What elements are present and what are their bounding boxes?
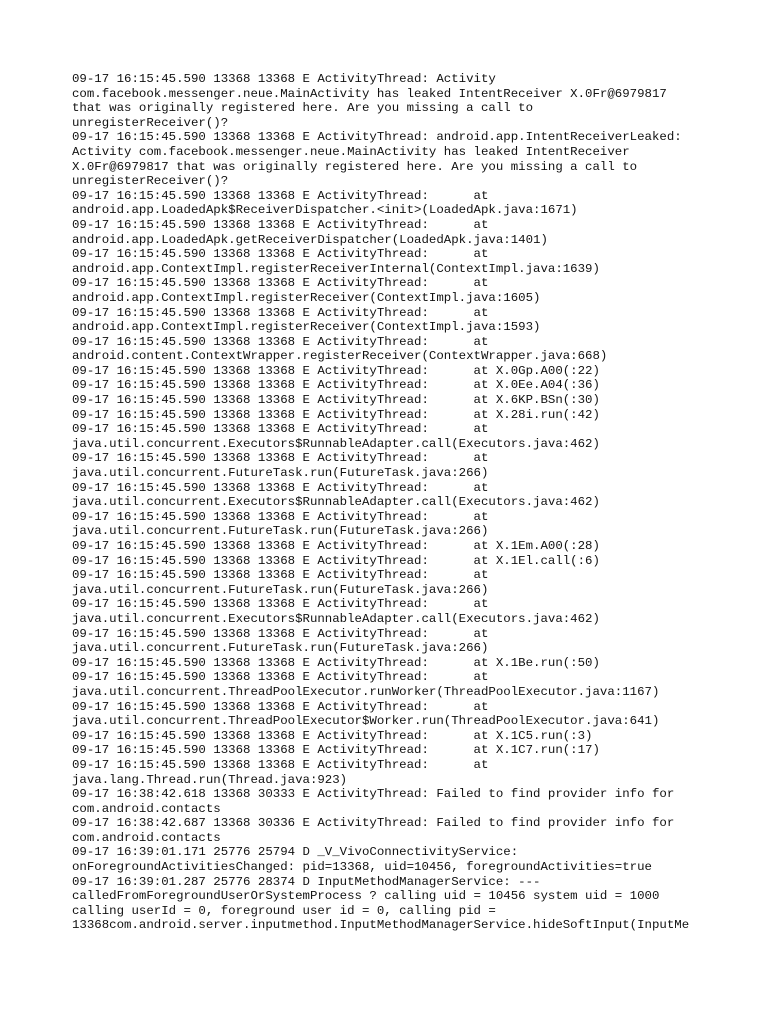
log-line: com.android.contacts <box>72 801 221 816</box>
log-line: java.util.concurrent.Executors$RunnableAdapter.call(Executors.java:462) <box>72 436 600 451</box>
log-text-block <box>72 72 762 933</box>
log-line: 09-17 16:15:45.590 13368 13368 E ActivityThread: at <box>72 276 489 291</box>
log-line: 09-17 16:39:01.171 25776 25794 D _V_VivoConnectivityService: <box>72 845 519 860</box>
log-line: calledFromForegroundUserOrSystemProcess ? calling uid = 10456 system uid = 1000 <box>72 889 660 904</box>
log-line: com.facebook.messenger.neue.MainActivity has leaked IntentReceiver X.0Fr@6979817 <box>72 86 667 101</box>
log-line: Activity com.facebook.messenger.neue.MainActivity has leaked IntentReceiver <box>72 144 630 159</box>
log-line: 09-17 16:15:45.590 13368 13368 E ActivityThread: Activity <box>72 72 496 86</box>
log-line: 09-17 16:15:45.590 13368 13368 E ActivityThread: at <box>72 305 489 320</box>
log-line: java.lang.Thread.run(Thread.java:923) <box>72 772 348 787</box>
log-line: 09-17 16:15:45.590 13368 13368 E ActivityThread: at <box>72 451 489 466</box>
log-line: 09-17 16:15:45.590 13368 13368 E ActivityThread: at <box>72 188 489 203</box>
log-line: 09-17 16:15:45.590 13368 13368 E ActivityThread: at <box>72 509 489 524</box>
log-line: java.util.concurrent.FutureTask.run(FutureTask.java:266) <box>72 582 489 597</box>
log-line: java.util.concurrent.Executors$RunnableAdapter.call(Executors.java:462) <box>72 495 600 510</box>
log-line: 09-17 16:15:45.590 13368 13368 E ActivityThread: at <box>72 568 489 583</box>
log-line: 09-17 16:15:45.590 13368 13368 E ActivityThread: at X.1Em.A00(:28) <box>72 539 600 553</box>
log-line: java.util.concurrent.FutureTask.run(FutureTask.java:266) <box>72 641 489 656</box>
log-line: 09-17 16:15:45.590 13368 13368 E ActivityThread: at X.0Gp.A00(:22) <box>72 363 600 378</box>
log-line: java.util.concurrent.ThreadPoolExecutor$Worker.run(ThreadPoolExecutor.java:641) <box>72 714 660 729</box>
log-line: 09-17 16:38:42.618 13368 30333 E ActivityThread: Failed to find provider info for <box>72 787 675 802</box>
log-line: android.app.LoadedApk$ReceiverDispatcher.<init>(LoadedApk.java:1671) <box>72 203 578 218</box>
log-line: X.0Fr@6979817 that was originally registered here. Are you missing a call to <box>72 159 638 174</box>
log-line: android.app.LoadedApk.getReceiverDispatcher(LoadedApk.java:1401) <box>72 232 548 247</box>
log-line: android.content.ContextWrapper.registerReceiver(ContextWrapper.java:668) <box>72 349 608 364</box>
log-line: 09-17 16:15:45.590 13368 13368 E ActivityThread: at X.6KP.BSn(:30) <box>72 393 600 408</box>
log-line: 09-17 16:15:45.590 13368 13368 E ActivityThread: at <box>72 334 489 349</box>
log-line: java.util.concurrent.FutureTask.run(FutureTask.java:266) <box>72 524 489 539</box>
log-line: java.util.concurrent.FutureTask.run(FutureTask.java:266) <box>72 466 489 481</box>
log-line: 09-17 16:15:45.590 13368 13368 E ActivityThread: at <box>72 757 489 772</box>
log-line: 09-17 16:15:45.590 13368 13368 E ActivityThread: at <box>72 670 489 685</box>
log-line: calling userId = 0, foreground user id = 0, calling pid = <box>72 903 496 918</box>
log-line: 09-17 16:15:45.590 13368 13368 E ActivityThread: at <box>72 597 489 612</box>
log-line: android.app.ContextImpl.registerReceiver(ContextImpl.java:1593) <box>72 320 541 335</box>
log-line: 09-17 16:39:01.287 25776 28374 D InputMethodManagerService: --- <box>72 874 541 889</box>
log-line: 09-17 16:15:45.590 13368 13368 E ActivityThread: at X.1El.call(:6) <box>72 553 600 568</box>
log-line: unregisterReceiver()? <box>72 174 229 189</box>
log-line: that was originally registered here. Are you missing a call to <box>72 101 534 116</box>
log-line: 09-17 16:15:45.590 13368 13368 E ActivityThread: at X.28i.run(:42) <box>72 407 600 422</box>
log-line: 09-17 16:15:45.590 13368 13368 E ActivityThread: android.app.IntentReceiverLeaked: <box>72 130 682 145</box>
log-line: 09-17 16:15:45.590 13368 13368 E ActivityThread: at X.0Ee.A04(:36) <box>72 378 600 393</box>
log-line: com.android.contacts <box>72 830 221 845</box>
log-line: 09-17 16:15:45.590 13368 13368 E ActivityThread: at <box>72 217 489 232</box>
log-line: onForegroundActivitiesChanged: pid=13368, uid=10456, foregroundActivities=true <box>72 860 652 875</box>
log-line: 09-17 16:15:45.590 13368 13368 E ActivityThread: at <box>72 480 489 495</box>
log-line: 09-17 16:15:45.590 13368 13368 E ActivityThread: at X.1C5.run(:3) <box>72 728 593 743</box>
log-line: 09-17 16:15:45.590 13368 13368 E ActivityThread: at X.1C7.run(:17) <box>72 743 600 758</box>
log-line: 09-17 16:15:45.590 13368 13368 E ActivityThread: at <box>72 626 489 641</box>
log-line: 09-17 16:15:45.590 13368 13368 E ActivityThread: at <box>72 247 489 262</box>
log-line: 09-17 16:15:45.590 13368 13368 E ActivityThread: at X.1Be.run(:50) <box>72 655 600 670</box>
log-line: 09-17 16:38:42.687 13368 30336 E ActivityThread: Failed to find provider info for <box>72 816 675 831</box>
log-line: android.app.ContextImpl.registerReceiverInternal(ContextImpl.java:1639) <box>72 261 600 276</box>
log-line: 13368com.android.server.inputmethod.InputMethodManagerService.hideSoftInput(InputMe <box>72 918 690 933</box>
log-line: android.app.ContextImpl.registerReceiver(ContextImpl.java:1605) <box>72 290 541 305</box>
log-line: unregisterReceiver()? <box>72 115 229 130</box>
log-line: java.util.concurrent.ThreadPoolExecutor.runWorker(ThreadPoolExecutor.java:1167) <box>72 684 660 699</box>
log-line: 09-17 16:15:45.590 13368 13368 E ActivityThread: at <box>72 699 489 714</box>
log-line: 09-17 16:15:45.590 13368 13368 E ActivityThread: at <box>72 422 489 437</box>
log-line: java.util.concurrent.Executors$RunnableAdapter.call(Executors.java:462) <box>72 611 600 626</box>
